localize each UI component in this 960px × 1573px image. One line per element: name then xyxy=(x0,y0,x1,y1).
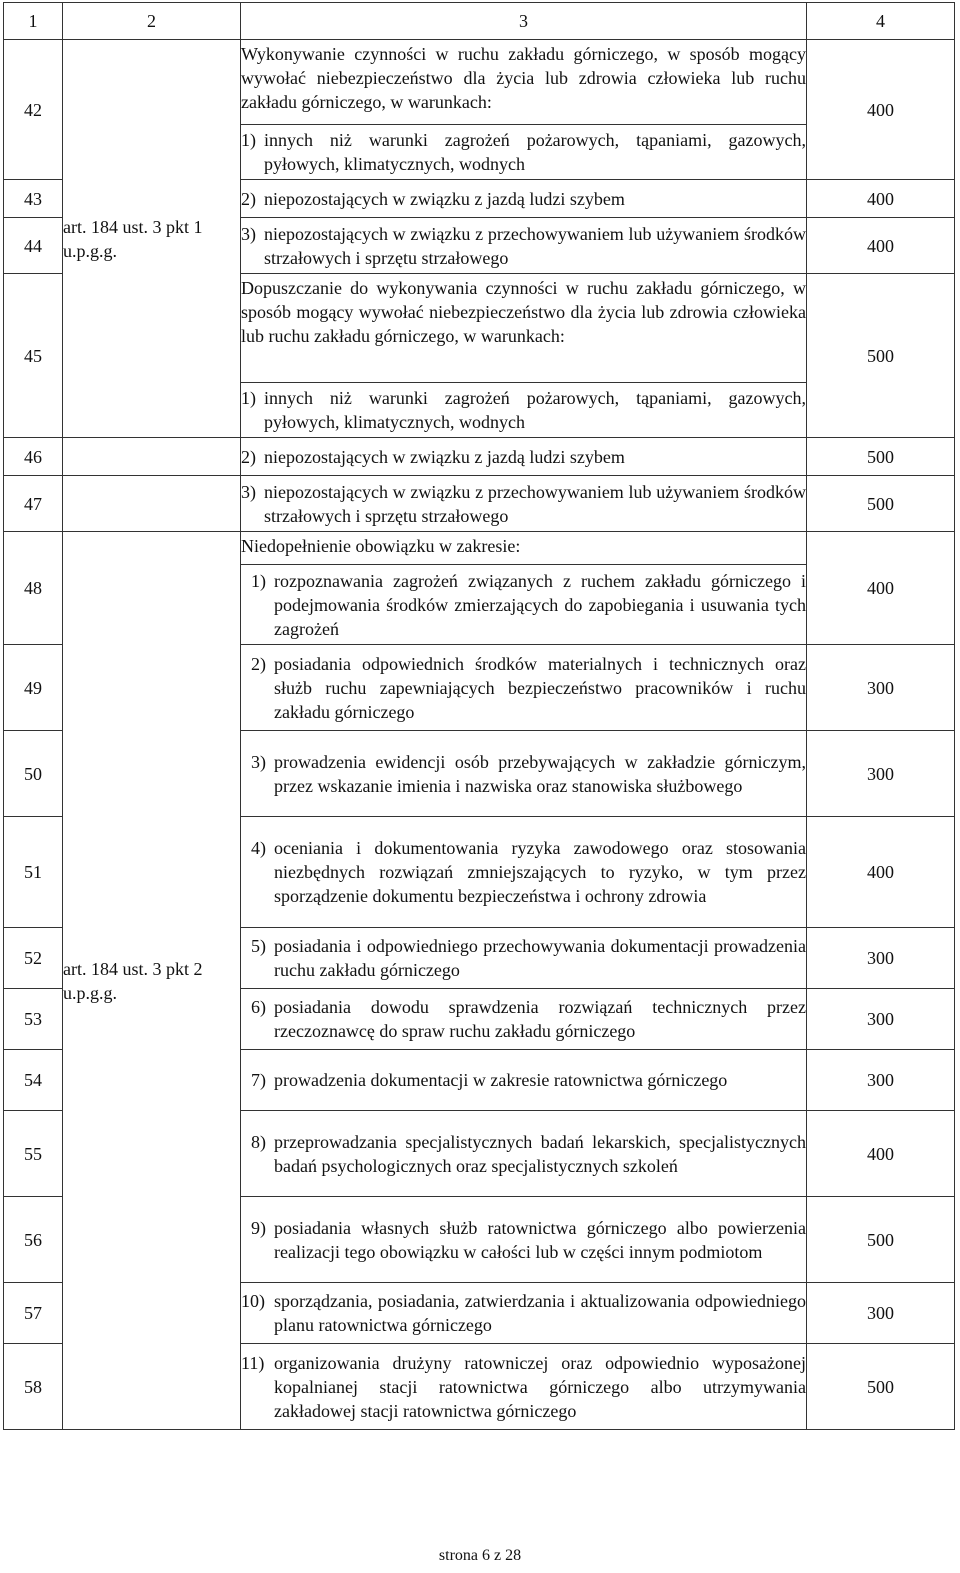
item-description xyxy=(241,1283,807,1344)
points-value: 400 xyxy=(807,1111,955,1197)
points-value: 300 xyxy=(807,1050,955,1111)
penalty-table xyxy=(3,2,955,1430)
row-number: 52 xyxy=(4,928,63,989)
item-text: oceniania i dokumentowania ryzyka zawodowego oraz stosowania niezbędnych rozwiązań zmniejszających to ryzyko, w tym przez sporządzenie dokumentu bezpieczeństwa i ochrony zdrowia xyxy=(274,838,806,906)
item-label: 11) xyxy=(241,1352,265,1373)
item-label: 7) xyxy=(251,1070,266,1090)
header-row xyxy=(4,3,955,40)
item-text: przeprowadzania specjalistycznych badań lekarskich, specjalistycznych badań psychologicznych oraz specjalistycznych szkoleń xyxy=(274,1131,806,1176)
item-label: 5) xyxy=(251,936,266,956)
item-description xyxy=(241,476,807,532)
item-label: 2) xyxy=(251,653,266,674)
item-description xyxy=(241,565,807,645)
item-text: rozpoznawania zagrożeń związanych z ruchem zakładu górniczego i podejmowania środków zmierzających do zapobiegania i usuwania tych zagrożeń xyxy=(274,570,806,639)
item-text: innych niż warunki zagrożeń pożarowych, tąpaniami, gazowych, pyłowych, klimatycznych, wodnych xyxy=(264,130,806,174)
legal-basis-empty xyxy=(63,438,241,476)
points-value: 300 xyxy=(807,1283,955,1344)
item-description xyxy=(241,1344,807,1430)
points-value: 300 xyxy=(807,989,955,1050)
points-value: 400 xyxy=(807,218,955,274)
item-text: posiadania własnych służb ratownictwa górniczego albo powierzenia realizacji tego obowiązku w całości lub w części innym podmiotom xyxy=(274,1217,806,1262)
item-description xyxy=(241,125,807,180)
row-number: 57 xyxy=(4,1283,63,1344)
points-value: 500 xyxy=(807,274,955,438)
item-label: 1) xyxy=(241,388,256,408)
item-description xyxy=(241,1197,807,1283)
item-description xyxy=(241,989,807,1050)
item-description xyxy=(241,928,807,989)
item-label: 9) xyxy=(251,1217,266,1238)
item-label: 2) xyxy=(241,188,256,209)
row-number: 49 xyxy=(4,645,63,731)
points-value: 500 xyxy=(807,1197,955,1283)
row-number: 58 xyxy=(4,1344,63,1430)
item-label: 3) xyxy=(241,223,256,244)
item-label: 3) xyxy=(251,751,266,772)
item-text: sporządzania, posiadania, zatwierdzania i aktualizowania odpowiedniego planu ratownictwa górniczego xyxy=(274,1291,806,1335)
item-text: prowadzenia dokumentacji w zakresie ratownictwa górniczego xyxy=(274,1070,728,1090)
item-label: 6) xyxy=(251,997,266,1017)
item-text: organizowania drużyny ratowniczej oraz odpowiednio wyposażonej kopalnianej stacji ratownictwa górniczego albo utrzymywania zakładowej stacji ratownictwa górniczego xyxy=(274,1352,806,1421)
item-text: innych niż warunki zagrożeń pożarowych, tąpaniami, gazowych, pyłowych, klimatycznych, wodnych xyxy=(264,388,806,432)
group-intro: Wykonywanie czynności w ruchu zakładu górniczego, w sposób mogący wywołać niebezpieczeństwo dla życia lub zdrowia człowieka lub ruchu zakładu górniczego, w warunkach: xyxy=(241,40,807,125)
row-number: 54 xyxy=(4,1050,63,1111)
header-col-3: 3 xyxy=(241,3,807,40)
row-number: 56 xyxy=(4,1197,63,1283)
item-description xyxy=(241,817,807,928)
item-description xyxy=(241,218,807,274)
row-number: 53 xyxy=(4,989,63,1050)
item-text: niepozostających w związku z przechowywaniem lub używaniem środków strzałowych i sprzętu strzałowego xyxy=(264,481,806,526)
item-description xyxy=(241,1111,807,1197)
item-label: 4) xyxy=(251,838,266,858)
row-number: 51 xyxy=(4,817,63,928)
points-value: 300 xyxy=(807,645,955,731)
item-text: niepozostających w związku z jazdą ludzi szybem xyxy=(264,188,625,209)
item-label: 10) xyxy=(241,1291,265,1311)
legal-basis: art. 184 ust. 3 pkt 1 u.p.g.g. xyxy=(63,40,241,438)
header-col-1: 1 xyxy=(4,3,63,40)
legal-basis-empty xyxy=(63,476,241,532)
row-number: 45 xyxy=(4,274,63,438)
item-description xyxy=(241,383,807,438)
item-text: niepozostających w związku z przechowywaniem lub używaniem środków strzałowych i sprzętu strzałowego xyxy=(264,223,806,268)
item-label: 1) xyxy=(251,570,266,591)
item-text: posiadania i odpowiedniego przechowywania dokumentacji prowadzenia ruchu zakładu górniczego xyxy=(274,936,806,980)
item-description xyxy=(241,180,807,218)
table-row xyxy=(4,40,955,125)
table-row xyxy=(4,476,955,532)
item-label: 8) xyxy=(251,1131,266,1152)
item-text: posiadania dowodu sprawdzenia rozwiązań technicznych przez rzeczoznawcę do spraw ruchu zakładu górniczego xyxy=(274,997,806,1041)
row-number: 44 xyxy=(4,218,63,274)
header-col-2: 2 xyxy=(63,3,241,40)
item-text: niepozostających w związku z jazdą ludzi szybem xyxy=(264,446,625,467)
item-description xyxy=(241,731,807,817)
row-number: 43 xyxy=(4,180,63,218)
table-row xyxy=(4,532,955,565)
table-row xyxy=(4,438,955,476)
row-number: 42 xyxy=(4,40,63,180)
item-label: 3) xyxy=(241,481,256,502)
legal-basis: art. 184 ust. 3 pkt 2 u.p.g.g. xyxy=(63,532,241,1430)
item-label: 1) xyxy=(241,130,256,150)
points-value: 300 xyxy=(807,928,955,989)
group-intro: Dopuszczanie do wykonywania czynności w ruchu zakładu górniczego, w sposób mogący wywołać niebezpieczeństwo dla życia lub zdrowia człowieka lub ruchu zakładu górniczego, w warunkach: xyxy=(241,274,807,383)
item-text: prowadzenia ewidencji osób przebywających w zakładzie górniczym, przez wskazanie imienia i nazwiska oraz stanowiska służbowego xyxy=(274,751,806,796)
item-text: posiadania odpowiednich środków materialnych i technicznych oraz służb ruchu zapewniających bezpieczeństwo pracowników i ruchu zakładu górniczego xyxy=(274,653,806,722)
points-value: 300 xyxy=(807,731,955,817)
row-number: 50 xyxy=(4,731,63,817)
item-label: 2) xyxy=(241,446,256,467)
points-value: 500 xyxy=(807,1344,955,1430)
group-intro: Niedopełnienie obowiązku w zakresie: xyxy=(241,532,807,565)
page-footer: strona 6 z 28 xyxy=(438,1547,522,1564)
points-value: 400 xyxy=(807,817,955,928)
points-value: 500 xyxy=(807,438,955,476)
points-value: 400 xyxy=(807,40,955,180)
row-number: 48 xyxy=(4,532,63,645)
points-value: 500 xyxy=(807,476,955,532)
item-description xyxy=(241,438,807,476)
row-number: 46 xyxy=(4,438,63,476)
item-description xyxy=(241,645,807,731)
item-description xyxy=(241,1050,807,1111)
row-number: 55 xyxy=(4,1111,63,1197)
points-value: 400 xyxy=(807,180,955,218)
points-value: 400 xyxy=(807,532,955,645)
row-number: 47 xyxy=(4,476,63,532)
header-col-4: 4 xyxy=(807,3,955,40)
